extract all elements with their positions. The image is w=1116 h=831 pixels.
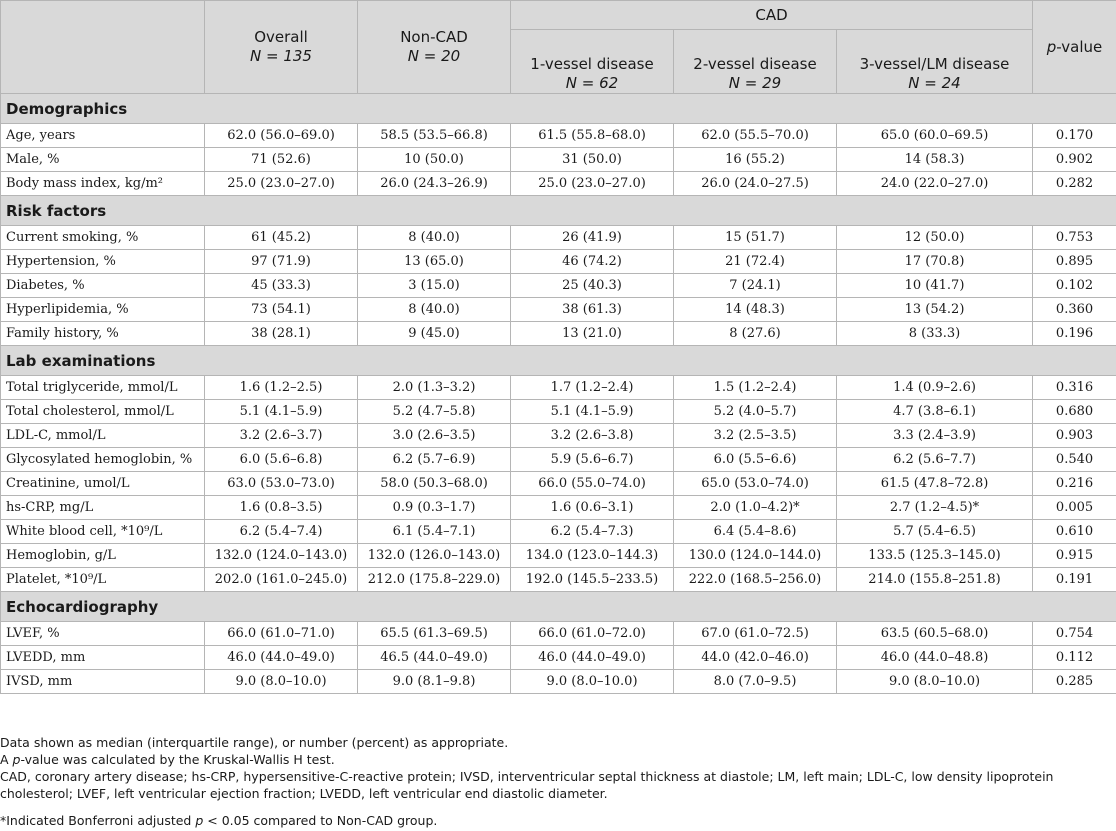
cell-value: 3 (15.0) bbox=[358, 274, 511, 298]
row-label: Diabetes, % bbox=[1, 274, 205, 298]
cell-value: 5.2 (4.0–5.7) bbox=[674, 400, 837, 424]
cell-value: 9.0 (8.0–10.0) bbox=[511, 670, 674, 694]
row-label: Platelet, *10⁹/L bbox=[1, 568, 205, 592]
table-row bbox=[1, 148, 1116, 172]
row-label: IVSD, mm bbox=[1, 670, 205, 694]
cell-value: 65.5 (61.3–69.5) bbox=[358, 622, 511, 646]
table-row bbox=[1, 520, 1116, 544]
cell-value: 3.2 (2.6–3.7) bbox=[205, 424, 358, 448]
cell-value: 6.0 (5.5–6.6) bbox=[674, 448, 837, 472]
row-label: LVEF, % bbox=[1, 622, 205, 646]
cell-value: 65.0 (60.0–69.5) bbox=[837, 124, 1033, 148]
table-row bbox=[1, 172, 1116, 196]
cell-value: 8 (40.0) bbox=[358, 226, 511, 250]
header-blank-cell bbox=[1, 1, 205, 94]
cell-value: 6.2 (5.7–6.9) bbox=[358, 448, 511, 472]
cell-value: 6.0 (5.6–6.8) bbox=[205, 448, 358, 472]
cell-value: 13 (21.0) bbox=[511, 322, 674, 346]
cell-value: 46.0 (44.0–49.0) bbox=[511, 646, 674, 670]
cell-p-value: 0.754 bbox=[1033, 622, 1116, 646]
cell-value: 66.0 (55.0–74.0) bbox=[511, 472, 674, 496]
cell-value: 17 (70.8) bbox=[837, 250, 1033, 274]
cell-value: 214.0 (155.8–251.8) bbox=[837, 568, 1033, 592]
row-label: Glycosylated hemoglobin, % bbox=[1, 448, 205, 472]
cell-value: 202.0 (161.0–245.0) bbox=[205, 568, 358, 592]
cell-value: 65.0 (53.0–74.0) bbox=[674, 472, 837, 496]
section-row bbox=[1, 196, 1116, 226]
cell-p-value: 0.903 bbox=[1033, 424, 1116, 448]
cell-value: 5.1 (4.1–5.9) bbox=[205, 400, 358, 424]
header-cad-group: CAD bbox=[511, 1, 1033, 30]
cell-value: 212.0 (175.8–229.0) bbox=[358, 568, 511, 592]
cell-value: 62.0 (56.0–69.0) bbox=[205, 124, 358, 148]
cell-value: 8 (27.6) bbox=[674, 322, 837, 346]
cell-value: 5.2 (4.7–5.8) bbox=[358, 400, 511, 424]
cell-value: 63.5 (60.5–68.0) bbox=[837, 622, 1033, 646]
cell-value: 1.5 (1.2–2.4) bbox=[674, 376, 837, 400]
cell-value: 1.7 (1.2–2.4) bbox=[511, 376, 674, 400]
cell-value: 97 (71.9) bbox=[205, 250, 358, 274]
column-name: 1-vessel disease bbox=[530, 55, 654, 73]
cell-value: 25.0 (23.0–27.0) bbox=[205, 172, 358, 196]
section-row bbox=[1, 346, 1116, 376]
cell-value: 38 (28.1) bbox=[205, 322, 358, 346]
table-row bbox=[1, 226, 1116, 250]
row-label: Age, years bbox=[1, 124, 205, 148]
header-col-overall bbox=[205, 1, 358, 94]
column-name: Non-CAD bbox=[400, 28, 468, 46]
cell-value: 6.2 (5.4–7.3) bbox=[511, 520, 674, 544]
table-row bbox=[1, 568, 1116, 592]
cell-value: 134.0 (123.0–144.3) bbox=[511, 544, 674, 568]
table-row bbox=[1, 274, 1116, 298]
section-row bbox=[1, 94, 1116, 124]
table-row bbox=[1, 544, 1116, 568]
row-label: hs-CRP, mg/L bbox=[1, 496, 205, 520]
cell-value: 5.1 (4.1–5.9) bbox=[511, 400, 674, 424]
cell-value: 3.2 (2.5–3.5) bbox=[674, 424, 837, 448]
cell-value: 6.4 (5.4–8.6) bbox=[674, 520, 837, 544]
cell-value: 46.5 (44.0–49.0) bbox=[358, 646, 511, 670]
cell-value: 3.2 (2.6–3.8) bbox=[511, 424, 674, 448]
table-body bbox=[1, 94, 1116, 694]
cell-value: 26 (41.9) bbox=[511, 226, 674, 250]
table-row bbox=[1, 376, 1116, 400]
row-label: White blood cell, *10⁹/L bbox=[1, 520, 205, 544]
table-row bbox=[1, 250, 1116, 274]
cell-p-value: 0.902 bbox=[1033, 148, 1116, 172]
table-row bbox=[1, 472, 1116, 496]
cell-value: 63.0 (53.0–73.0) bbox=[205, 472, 358, 496]
cell-value: 3.3 (2.4–3.9) bbox=[837, 424, 1033, 448]
fn-text: *Indicated Bonferroni adjusted bbox=[0, 813, 196, 828]
row-label: Hyperlipidemia, % bbox=[1, 298, 205, 322]
cell-p-value: 0.196 bbox=[1033, 322, 1116, 346]
row-label: Male, % bbox=[1, 148, 205, 172]
table-row bbox=[1, 424, 1116, 448]
cell-p-value: 0.285 bbox=[1033, 670, 1116, 694]
row-label: Hypertension, % bbox=[1, 250, 205, 274]
cell-value: 6.2 (5.4–7.4) bbox=[205, 520, 358, 544]
cell-p-value: 0.170 bbox=[1033, 124, 1116, 148]
cell-value: 1.6 (1.2–2.5) bbox=[205, 376, 358, 400]
cell-value: 10 (41.7) bbox=[837, 274, 1033, 298]
row-label: Creatinine, umol/L bbox=[1, 472, 205, 496]
header-col-p-value bbox=[1033, 1, 1116, 94]
table-row bbox=[1, 400, 1116, 424]
cell-value: 8 (33.3) bbox=[837, 322, 1033, 346]
table-row bbox=[1, 496, 1116, 520]
cell-value: 46.0 (44.0–49.0) bbox=[205, 646, 358, 670]
cell-value: 45 (33.3) bbox=[205, 274, 358, 298]
cell-value: 46 (74.2) bbox=[511, 250, 674, 274]
p-italic: p bbox=[1046, 37, 1057, 56]
header-col-2-vessel bbox=[674, 30, 837, 94]
cell-value: 9 (45.0) bbox=[358, 322, 511, 346]
fn-italic: p bbox=[12, 752, 21, 767]
cell-value: 8 (40.0) bbox=[358, 298, 511, 322]
cell-value: 25.0 (23.0–27.0) bbox=[511, 172, 674, 196]
header-col-non-cad bbox=[358, 1, 511, 94]
footnote-bonferroni bbox=[0, 812, 1110, 829]
column-n: N = 24 bbox=[908, 74, 961, 92]
cell-value: 61.5 (47.8–72.8) bbox=[837, 472, 1033, 496]
table-row bbox=[1, 124, 1116, 148]
cell-value: 66.0 (61.0–72.0) bbox=[511, 622, 674, 646]
cell-value: 9.0 (8.0–10.0) bbox=[837, 670, 1033, 694]
section-title: Risk factors bbox=[1, 196, 1116, 226]
column-n: N = 29 bbox=[728, 74, 782, 92]
cell-value: 4.7 (3.8–6.1) bbox=[837, 400, 1033, 424]
cell-value: 3.0 (2.6–3.5) bbox=[358, 424, 511, 448]
cell-value: 130.0 (124.0–144.0) bbox=[674, 544, 837, 568]
cell-p-value: 0.540 bbox=[1033, 448, 1116, 472]
row-label: LVEDD, mm bbox=[1, 646, 205, 670]
table-row bbox=[1, 298, 1116, 322]
cell-p-value: 0.102 bbox=[1033, 274, 1116, 298]
cell-p-value: 0.005 bbox=[1033, 496, 1116, 520]
cell-value: 66.0 (61.0–71.0) bbox=[205, 622, 358, 646]
cell-value: 133.5 (125.3–145.0) bbox=[837, 544, 1033, 568]
cell-p-value: 0.191 bbox=[1033, 568, 1116, 592]
cell-p-value: 0.112 bbox=[1033, 646, 1116, 670]
section-title: Echocardiography bbox=[1, 592, 1116, 622]
table-row bbox=[1, 670, 1116, 694]
cell-value: 71 (52.6) bbox=[205, 148, 358, 172]
column-name: Overall bbox=[254, 28, 308, 46]
cell-p-value: 0.282 bbox=[1033, 172, 1116, 196]
cell-p-value: 0.316 bbox=[1033, 376, 1116, 400]
cell-value: 14 (58.3) bbox=[837, 148, 1033, 172]
header-col-3-vessel-lm bbox=[837, 30, 1033, 94]
column-n: N = 62 bbox=[565, 74, 619, 92]
footnote-data-shown: Data shown as median (interquartile range), or number (percent) as appropriate. bbox=[0, 735, 509, 750]
section-title: Lab examinations bbox=[1, 346, 1116, 376]
table-row bbox=[1, 322, 1116, 346]
cell-value: 25 (40.3) bbox=[511, 274, 674, 298]
cell-value: 5.7 (5.4–6.5) bbox=[837, 520, 1033, 544]
column-name: 2-vessel disease bbox=[693, 55, 817, 73]
row-label: LDL-C, mmol/L bbox=[1, 424, 205, 448]
row-label: Total triglyceride, mmol/L bbox=[1, 376, 205, 400]
cell-value: 24.0 (22.0–27.0) bbox=[837, 172, 1033, 196]
cell-value: 6.2 (5.6–7.7) bbox=[837, 448, 1033, 472]
cell-value: 6.1 (5.4–7.1) bbox=[358, 520, 511, 544]
cell-value: 9.0 (8.0–10.0) bbox=[205, 670, 358, 694]
cell-value: 222.0 (168.5–256.0) bbox=[674, 568, 837, 592]
cell-value: 2.0 (1.3–3.2) bbox=[358, 376, 511, 400]
column-name: 3-vessel/LM disease bbox=[859, 55, 1010, 73]
cell-value: 31 (50.0) bbox=[511, 148, 674, 172]
cell-value: 12 (50.0) bbox=[837, 226, 1033, 250]
section-row bbox=[1, 592, 1116, 622]
cell-p-value: 0.360 bbox=[1033, 298, 1116, 322]
cell-value: 132.0 (124.0–143.0) bbox=[205, 544, 358, 568]
table-row bbox=[1, 646, 1116, 670]
cell-p-value: 0.895 bbox=[1033, 250, 1116, 274]
cell-value: 8.0 (7.0–9.5) bbox=[674, 670, 837, 694]
column-n: N = 135 bbox=[250, 47, 312, 65]
cell-value: 1.6 (0.6–3.1) bbox=[511, 496, 674, 520]
cell-p-value: 0.216 bbox=[1033, 472, 1116, 496]
cell-value: 1.4 (0.9–2.6) bbox=[837, 376, 1033, 400]
row-label: Total cholesterol, mmol/L bbox=[1, 400, 205, 424]
cell-value: 26.0 (24.3–26.9) bbox=[358, 172, 511, 196]
cell-value: 9.0 (8.1–9.8) bbox=[358, 670, 511, 694]
cell-value: 14 (48.3) bbox=[674, 298, 837, 322]
cell-value: 5.9 (5.6–6.7) bbox=[511, 448, 674, 472]
header-col-1-vessel bbox=[511, 30, 674, 94]
cell-value: 10 (50.0) bbox=[358, 148, 511, 172]
cell-value: 192.0 (145.5–233.5) bbox=[511, 568, 674, 592]
fn-text: -value was calculated by the Kruskal-Wallis H test. bbox=[20, 752, 335, 767]
cell-value: 26.0 (24.0–27.5) bbox=[674, 172, 837, 196]
cell-value: 73 (54.1) bbox=[205, 298, 358, 322]
cell-p-value: 0.680 bbox=[1033, 400, 1116, 424]
cell-value: 67.0 (61.0–72.5) bbox=[674, 622, 837, 646]
p-rest: -value bbox=[1056, 37, 1103, 56]
footnote-abbreviations: CAD, coronary artery disease; hs-CRP, hypersensitive-C-reactive protein; IVSD, interventricular septal thickness at diastole; LM, left main; LDL-C, low density lipoprotein cholesterol; LVEF, left ventricular ejection fraction; LVEDD, left ventricular end diastolic diameter. bbox=[0, 769, 1054, 801]
cell-value: 61.5 (55.8–68.0) bbox=[511, 124, 674, 148]
footnote-p-value bbox=[0, 751, 1110, 768]
cell-value: 38 (61.3) bbox=[511, 298, 674, 322]
section-title: Demographics bbox=[1, 94, 1116, 124]
cell-value: 0.9 (0.3–1.7) bbox=[358, 496, 511, 520]
table-row bbox=[1, 622, 1116, 646]
cell-value: 21 (72.4) bbox=[674, 250, 837, 274]
cell-value: 58.5 (53.5–66.8) bbox=[358, 124, 511, 148]
table-header bbox=[1, 1, 1116, 94]
fn-italic: p bbox=[195, 813, 204, 828]
cell-value: 13 (54.2) bbox=[837, 298, 1033, 322]
cell-value: 2.7 (1.2–4.5)* bbox=[837, 496, 1033, 520]
row-label: Hemoglobin, g/L bbox=[1, 544, 205, 568]
cell-p-value: 0.753 bbox=[1033, 226, 1116, 250]
row-label: Body mass index, kg/m² bbox=[1, 172, 205, 196]
cell-value: 2.0 (1.0–4.2)* bbox=[674, 496, 837, 520]
cell-p-value: 0.915 bbox=[1033, 544, 1116, 568]
cell-value: 58.0 (50.3–68.0) bbox=[358, 472, 511, 496]
cell-value: 61 (45.2) bbox=[205, 226, 358, 250]
table-row bbox=[1, 448, 1116, 472]
cell-value: 132.0 (126.0–143.0) bbox=[358, 544, 511, 568]
row-label: Family history, % bbox=[1, 322, 205, 346]
row-label: Current smoking, % bbox=[1, 226, 205, 250]
cell-value: 7 (24.1) bbox=[674, 274, 837, 298]
cell-value: 62.0 (55.5–70.0) bbox=[674, 124, 837, 148]
column-n: N = 20 bbox=[407, 47, 461, 65]
cell-value: 44.0 (42.0–46.0) bbox=[674, 646, 837, 670]
cell-p-value: 0.610 bbox=[1033, 520, 1116, 544]
cell-value: 1.6 (0.8–3.5) bbox=[205, 496, 358, 520]
cell-value: 13 (65.0) bbox=[358, 250, 511, 274]
cell-value: 46.0 (44.0–48.8) bbox=[837, 646, 1033, 670]
cell-value: 15 (51.7) bbox=[674, 226, 837, 250]
fn-text: A bbox=[0, 752, 13, 767]
fn-text: < 0.05 compared to Non-CAD group. bbox=[203, 813, 438, 828]
cell-value: 16 (55.2) bbox=[674, 148, 837, 172]
